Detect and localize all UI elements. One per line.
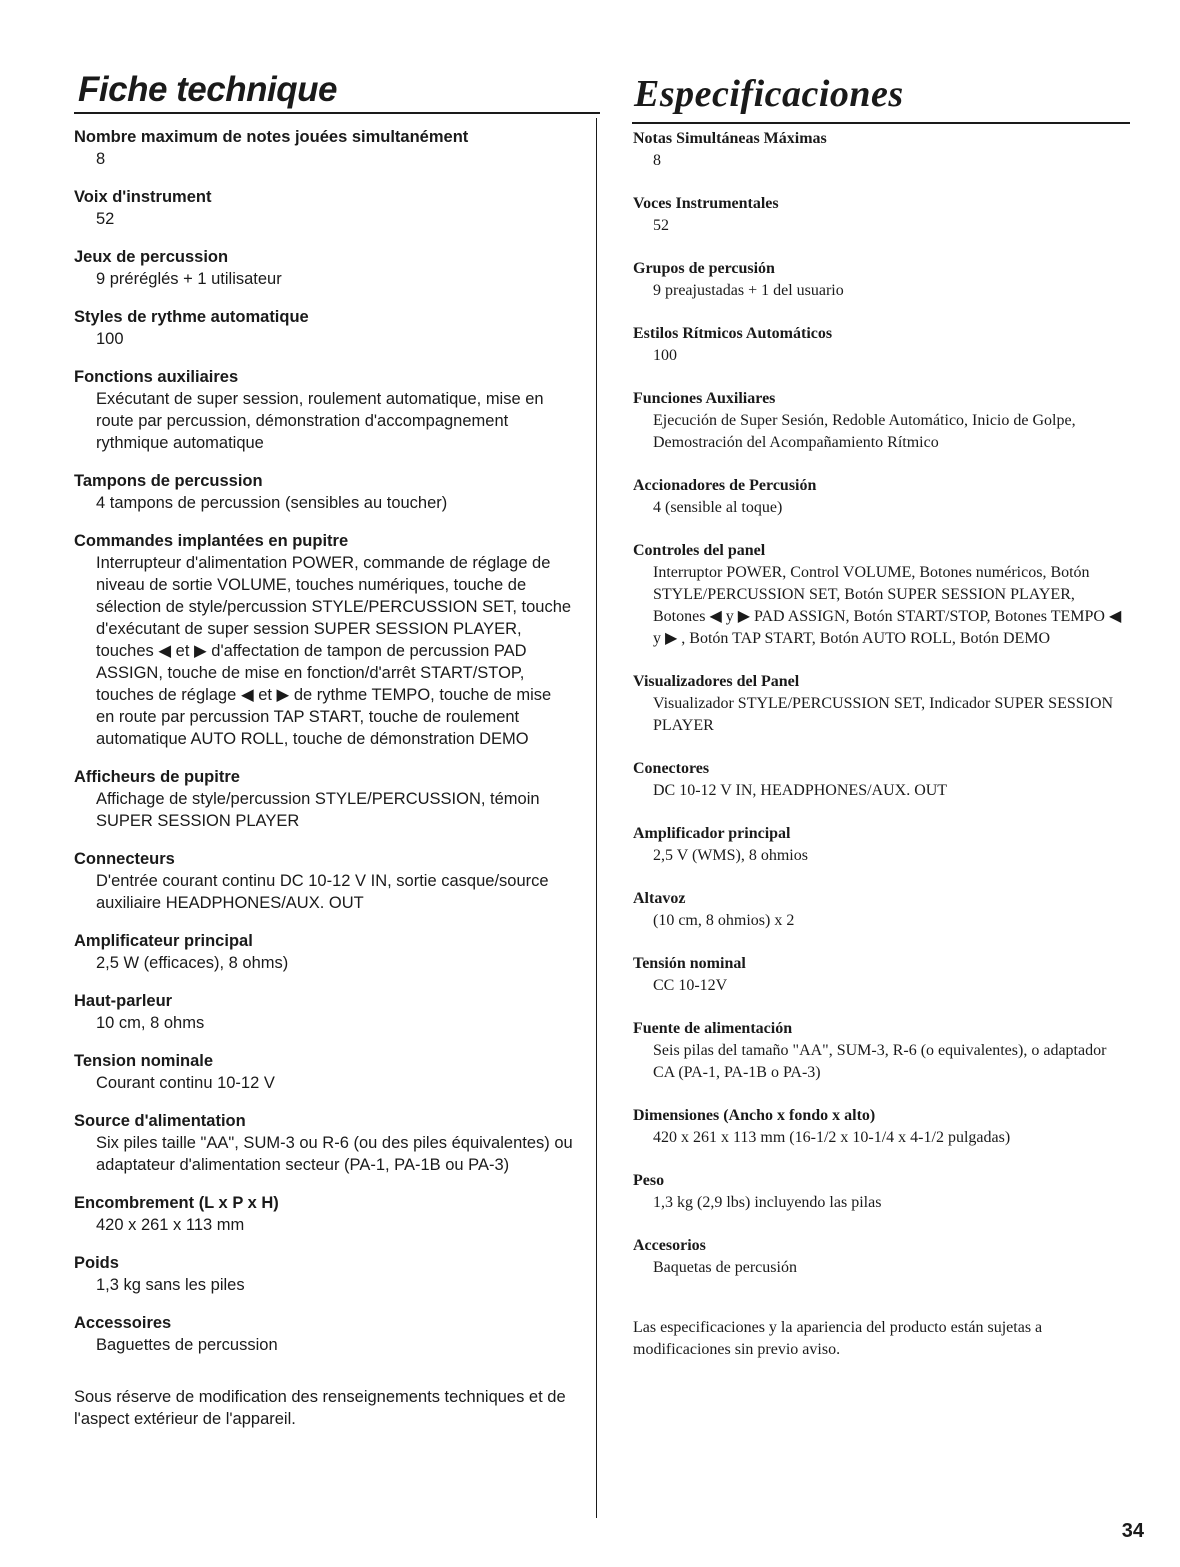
- spec-value: Six piles taille "AA", SUM-3 ou R-6 (ou des piles équivalentes) ou adaptateur d'alimentation secteur (PA-1, PA-1B ou PA-3): [96, 1134, 573, 1174]
- spec-item: [74, 1050, 574, 1094]
- spec-title: Encombrement (L x P x H): [74, 1194, 279, 1212]
- title-rule-french: [74, 112, 600, 114]
- spec-value: Interrupteur d'alimentation POWER, commande de réglage de niveau de sortie VOLUME, touches numériques, touche de sélection de style/percussion STYLE/PERCUSSION SET, touche d'exécutant de super session SUPER SESSION PLAYER, touches ◀ et ▶ d'affectation de tampon de percussion PAD ASSIGN, touche de mise en fonction/d'arrêt START/STOP, touches de réglage ◀ et ▶ de rythme TEMPO, touche de mise en route par percussion TAP START, touche de roulement automatique AUTO ROLL, touche de démonstration DEMO: [96, 554, 572, 748]
- spec-item: [74, 246, 574, 290]
- spec-item: [74, 470, 574, 514]
- spec-item: [74, 1192, 574, 1236]
- spec-item: [74, 1252, 574, 1296]
- spec-value: Ejecución de Super Sesión, Redoble Automático, Inicio de Golpe, Demostración del Acompañamiento Rítmico: [653, 412, 1076, 451]
- spec-value: 2,5 V (WMS), 8 ohmios: [653, 847, 808, 864]
- spec-title: Accesorios: [633, 1237, 706, 1254]
- title-rule-spanish: [632, 122, 1130, 124]
- spec-item: [633, 671, 1123, 737]
- spec-value: Visualizador STYLE/PERCUSSION SET, Indicador SUPER SESSION PLAYER: [653, 695, 1114, 734]
- spec-value: CC 10-12V: [653, 977, 728, 994]
- spec-item: [74, 530, 574, 750]
- spec-item: [633, 953, 1123, 997]
- spec-item: [633, 540, 1123, 650]
- spec-item: [633, 758, 1123, 802]
- spec-title: Visualizadores del Panel: [633, 673, 800, 690]
- spec-item: [74, 1312, 574, 1356]
- spec-item: [633, 128, 1123, 172]
- disclaimer-note-french: Sous réserve de modification des renseignements techniques et de l'aspect extérieur de l'appareil.: [74, 1388, 566, 1428]
- spec-item: [633, 1018, 1123, 1084]
- spec-item: [633, 193, 1123, 237]
- spec-value: 420 x 261 x 113 mm: [96, 1216, 245, 1234]
- spec-item: [633, 1105, 1123, 1149]
- spec-title: Voces Instrumentales: [633, 195, 779, 212]
- disclaimer-note-spanish: Las especificaciones y la apariencia del producto están sujetas a modificaciones sin previo aviso.: [633, 1319, 1043, 1358]
- spanish-column: [633, 128, 1123, 1361]
- spec-value: Interruptor POWER, Control VOLUME, Botones numéricos, Botón STYLE/PERCUSSION SET, Botón SUPER SESSION PLAYER, Botones ◀ y ▶ PAD ASSIGN, Botón START/STOP, Botones TEMPO ◀ y ▶ , Botón TAP START, Botón AUTO ROLL, Botón DEMO: [653, 564, 1122, 647]
- spec-item: [74, 766, 574, 832]
- spec-item: [633, 1170, 1123, 1214]
- spec-item: [633, 258, 1123, 302]
- spec-item: [633, 388, 1123, 454]
- column-divider: [596, 118, 597, 1518]
- spec-value: 1,3 kg (2,9 lbs) incluyendo las pilas: [653, 1194, 882, 1211]
- spec-title: Styles de rythme automatique: [74, 308, 309, 326]
- spec-value: 8: [96, 150, 106, 168]
- spec-item: [74, 126, 574, 170]
- page-number: 34: [1121, 1520, 1144, 1542]
- spec-title: Controles del panel: [633, 542, 766, 559]
- spec-value: Baquetas de percusión: [653, 1259, 797, 1276]
- spec-item: [633, 1235, 1123, 1279]
- spec-title: Tensión nominal: [633, 955, 746, 972]
- spec-title: Source d'alimentation: [74, 1112, 246, 1130]
- spec-value: Exécutant de super session, roulement automatique, mise en route par percussion, démonstration d'accompagnement rythmique automatique: [96, 390, 544, 452]
- spec-title: Commandes implantées en pupitre: [74, 532, 349, 550]
- spec-title: Amplificador principal: [633, 825, 791, 842]
- spec-item: [633, 323, 1123, 367]
- spec-title: Accessoires: [74, 1314, 172, 1332]
- spec-title: Estilos Rítmicos Automáticos: [633, 325, 833, 342]
- spec-value: 8: [653, 152, 661, 169]
- spec-value: (10 cm, 8 ohmios) x 2: [653, 912, 795, 929]
- spec-value: Seis pilas del tamaño "AA", SUM-3, R-6 (o equivalentes), o adaptador CA (PA-1, PA-1B o PA-3): [653, 1042, 1107, 1081]
- spec-title: Peso: [633, 1172, 665, 1189]
- spec-title: Conectores: [633, 760, 710, 777]
- spec-title: Amplificateur principal: [74, 932, 253, 950]
- spec-item: [633, 475, 1123, 519]
- spec-item: [633, 823, 1123, 867]
- spec-value: Baguettes de percussion: [96, 1336, 278, 1354]
- spec-title: Nombre maximum de notes jouées simultanément: [74, 128, 469, 146]
- spec-title: Dimensiones (Ancho x fondo x alto): [633, 1107, 876, 1124]
- spec-value: 10 cm, 8 ohms: [96, 1014, 205, 1032]
- spec-value: 9 preajustadas + 1 del usuario: [653, 282, 844, 299]
- spec-item: [74, 186, 574, 230]
- spec-value: 4 (sensible al toque): [653, 499, 783, 516]
- spec-value: Courant continu 10-12 V: [96, 1074, 275, 1092]
- french-column: [74, 126, 574, 1430]
- spec-item: [74, 1110, 574, 1176]
- spec-item: [74, 848, 574, 914]
- spec-item: [74, 306, 574, 350]
- spec-title: Tension nominale: [74, 1052, 214, 1070]
- spec-title: Accionadores de Percusión: [633, 477, 817, 494]
- spec-title: Notas Simultáneas Máximas: [633, 130, 827, 147]
- spec-item: [633, 888, 1123, 932]
- spec-title: Grupos de percusión: [633, 260, 775, 277]
- spec-value: D'entrée courant continu DC 10-12 V IN, sortie casque/source auxiliaire HEADPHONES/AUX. OUT: [96, 872, 549, 912]
- spec-value: 100: [96, 330, 124, 348]
- spec-title: Voix d'instrument: [74, 188, 212, 206]
- spec-value: 420 x 261 x 113 mm (16-1/2 x 10-1/4 x 4-1/2 pulgadas): [653, 1129, 1011, 1146]
- spec-item: [74, 990, 574, 1034]
- title-spanish: Especificaciones: [634, 73, 904, 115]
- spec-value: 2,5 W (efficaces), 8 ohms): [96, 954, 289, 972]
- spec-title: Fonctions auxiliaires: [74, 368, 239, 386]
- spec-title: Haut-parleur: [74, 992, 173, 1010]
- spec-value: 100: [653, 347, 677, 364]
- spec-title: Tampons de percussion: [74, 472, 263, 490]
- spec-value: 1,3 kg sans les piles: [96, 1276, 245, 1294]
- spec-title: Afficheurs de pupitre: [74, 768, 240, 786]
- spec-item: [74, 930, 574, 974]
- spec-title: Altavoz: [633, 890, 686, 907]
- title-french: Fiche technique: [78, 70, 337, 109]
- spec-title: Poids: [74, 1254, 119, 1272]
- spec-item: [74, 366, 574, 454]
- spec-value: 52: [653, 217, 669, 234]
- spec-value: DC 10-12 V IN, HEADPHONES/AUX. OUT: [653, 782, 948, 799]
- spec-title: Fuente de alimentación: [633, 1020, 793, 1037]
- spec-title: Jeux de percussion: [74, 248, 229, 266]
- spec-value: 9 préréglés + 1 utilisateur: [96, 270, 282, 288]
- spec-value: 52: [96, 210, 115, 228]
- spec-value: Affichage de style/percussion STYLE/PERCUSSION, témoin SUPER SESSION PLAYER: [96, 790, 540, 830]
- spec-title: Funciones Auxiliares: [633, 390, 776, 407]
- spec-title: Connecteurs: [74, 850, 175, 868]
- spec-value: 4 tampons de percussion (sensibles au toucher): [96, 494, 448, 512]
